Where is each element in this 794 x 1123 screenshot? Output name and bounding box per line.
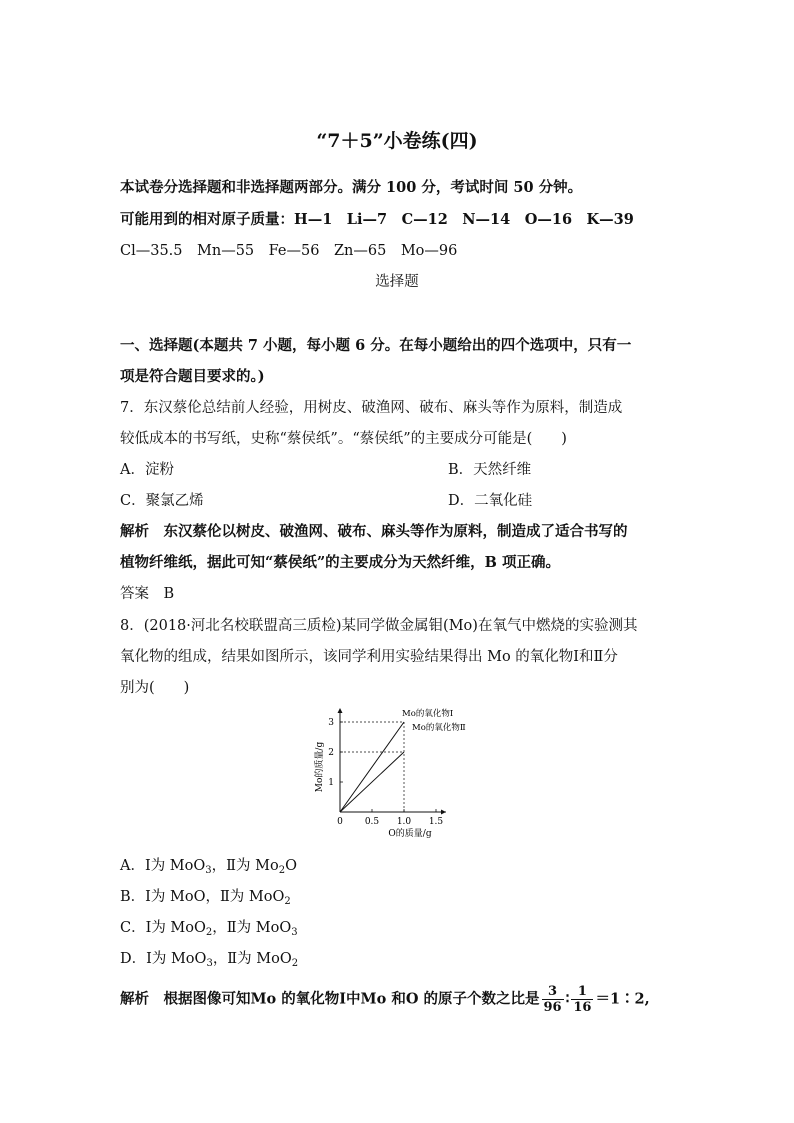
- q7-stem-line-2: 较低成本的书写纸，史称“蔡侯纸”。“蔡侯纸”的主要成分可能是( ): [120, 431, 567, 447]
- q8-analysis-ratio: ＝1∶2,: [595, 990, 650, 1008]
- intro-line-3: Cl—35.5 Mn—55 Fe—56 Zn—65 Mo—96: [120, 243, 458, 259]
- q7-option-c: C．聚氯乙烯: [120, 493, 204, 509]
- q7-analysis-line-2: 植物纤维纸，据此可知“蔡侯纸”的主要成分为天然纤维，B 项正确。: [120, 554, 560, 571]
- q7-answer: 答案 B: [120, 586, 175, 602]
- q7-option-a: A．淀粉: [120, 462, 174, 478]
- q8-stem-line-1: 8．(2018·河北名校联盟高三质检)某同学做金属钼(Mo)在氧气中燃烧的实验测其: [120, 618, 638, 634]
- series-label-1: Mo的氧化物Ⅰ: [402, 709, 454, 719]
- part1-heading-line-2: 项是符合题目要求的。): [120, 368, 265, 385]
- intro-line-2: 可能用到的相对原子质量：H—1 Li—7 C—12 N—14 O—16 K—39: [120, 211, 634, 228]
- q7-option-b: B．天然纤维: [448, 462, 532, 478]
- intro-line-1: 本试卷分选择题和非选择题两部分。满分 100 分，考试时间 50 分钟。: [120, 179, 583, 196]
- q8-stem-line-3: 别为( ): [120, 680, 190, 696]
- q7-option-d: D．二氧化硅: [448, 493, 533, 509]
- q7-analysis-line-1: 解析 东汉蔡伦以树皮、破渔网、破布、麻头等作为原料，制造成了适合书写的: [120, 523, 628, 540]
- q8-analysis-text: 解析 根据图像可知Mo 的氧化物Ⅰ中Mo 和O 的原子个数之比是: [120, 990, 540, 1008]
- q7-stem-line-1: 7．东汉蔡伦总结前人经验，用树皮、破渔网、破布、麻头等作为原料，制造成: [120, 400, 623, 416]
- x-axis-arrow: [441, 810, 446, 815]
- x-tick-label: 0.5: [364, 817, 380, 827]
- mo-oxide-mass-chart: [306, 702, 496, 848]
- q8-option-d: D．Ⅰ为 MoO$_3$，Ⅱ为 MoO$_2$: [120, 951, 299, 969]
- fraction-1-16: $\frac{1}{16}$: [573, 984, 592, 1015]
- q8-option-a: A．Ⅰ为 MoO$_3$，Ⅱ为 $Mo_2O$: [120, 858, 297, 876]
- y-tick-label: 3: [328, 718, 334, 728]
- y-tick-label: 2: [328, 748, 334, 758]
- series-label-2: Mo的氧化物Ⅱ: [412, 723, 466, 733]
- x-axis-label: O的质量/g: [388, 829, 432, 839]
- x-tick-label: 1.5: [428, 817, 444, 827]
- q7-option-row-2: [120, 491, 680, 511]
- x-tick-label: 1.0: [396, 817, 412, 827]
- y-axis-label: Mo的质量/g: [315, 741, 325, 793]
- part1-heading-line-1: 一、选择题(本题共 7 小题，每小题 6 分。在每小题给出的四个选项中，只有一: [120, 337, 632, 354]
- y-axis-arrow: [338, 708, 343, 713]
- q8-stem-line-2: 氧化物的组成，结果如图所示，该同学利用实验结果得出 Mo 的氧化物Ⅰ和Ⅱ分: [120, 649, 618, 665]
- x-tick-label: 0: [337, 817, 343, 827]
- q8-analysis: 解析 根据图像可知Mo 的氧化物Ⅰ中Mo 和O 的原子个数之比是 $\frac{3}{96}$ ∶ $\frac{1}{16}$ ＝1∶2,: [120, 984, 650, 1015]
- q8-option-c: C．Ⅰ为 MoO$_2$，Ⅱ为 MoO$_3$: [120, 920, 298, 938]
- section-heading: 选择题: [375, 274, 419, 290]
- q7-option-row-1: [120, 460, 680, 480]
- fraction-3-96: $\frac{3}{96}$: [543, 984, 562, 1015]
- q8-option-b: B．Ⅰ为 MoO，Ⅱ为 MoO$_2$: [120, 889, 291, 907]
- y-tick-label: 1: [328, 778, 334, 788]
- page-title: “7＋5”小卷练(四): [316, 130, 478, 152]
- series-line-1: [340, 722, 404, 812]
- series-line-2: [340, 752, 404, 812]
